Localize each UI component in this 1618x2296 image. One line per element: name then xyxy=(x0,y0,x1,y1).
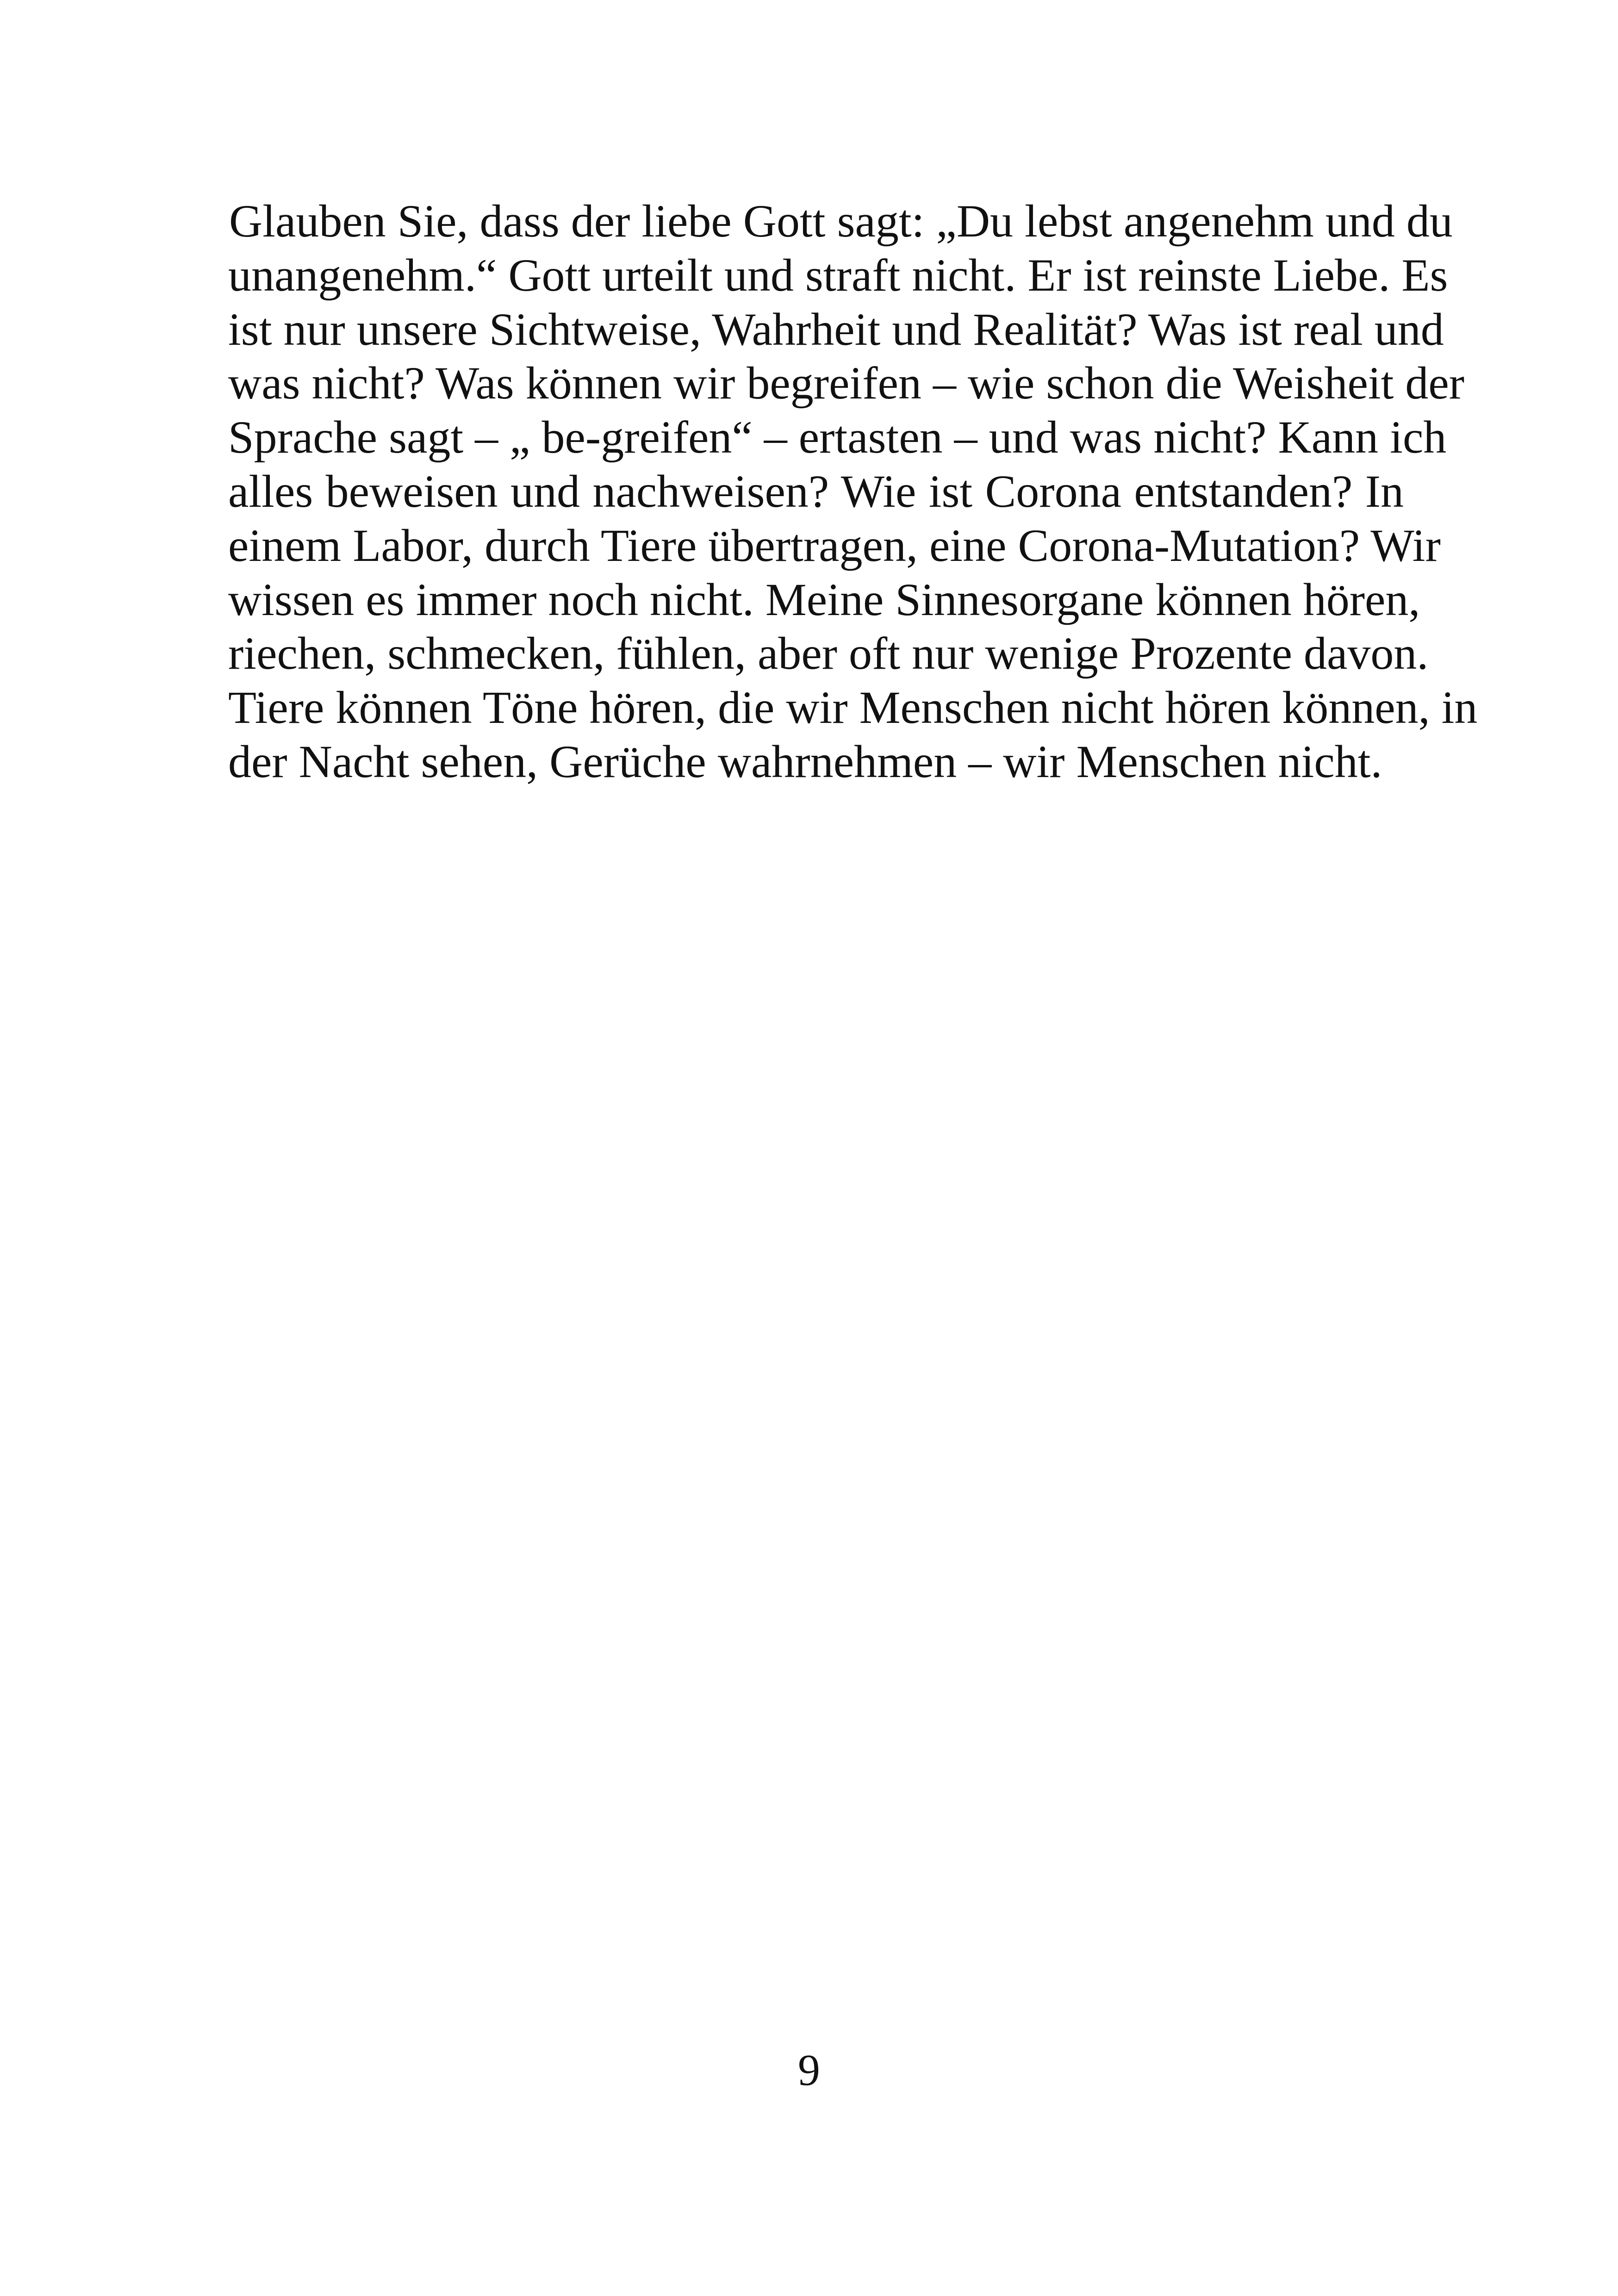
paragraph-line: ist nur unsere Sichtweise, Wahrheit und Realität? Was ist real und xyxy=(228,303,1444,355)
paragraph-line: einem Labor, durch Tiere übertragen, eine Corona-Mutation? Wir xyxy=(228,519,1441,571)
paragraph-line: unangenehm.“ Gott urteilt und straft nicht. Er ist reinste Liebe. Es xyxy=(228,249,1448,301)
paragraph-line: Glauben Sie, dass der liebe Gott sagt: „Du lebst angenehm und du xyxy=(229,195,1453,247)
paragraph-line: was nicht? Was können wir begreifen – wie schon die Weisheit der xyxy=(228,357,1465,409)
paragraph-line: riechen, schmecken, fühlen, aber oft nur wenige Prozente davon. xyxy=(228,628,1429,679)
paragraph-line: Tiere können Töne hören, die wir Menschen nicht hören können, in xyxy=(228,682,1478,734)
paragraph-line: der Nacht sehen, Gerüche wahrnehmen – wir Menschen nicht. xyxy=(228,735,1382,787)
paragraph-line: Sprache sagt – „ be-greifen“ – ertasten – und was nicht? Kann ich xyxy=(228,411,1447,463)
page-number: 9 xyxy=(798,2045,820,2095)
body-paragraph xyxy=(228,194,1478,789)
paragraph-line: wissen es immer noch nicht. Meine Sinnesorgane können hören, xyxy=(228,573,1420,625)
paragraph-line: alles beweisen und nachweisen? Wie ist Corona entstanden? In xyxy=(228,465,1404,517)
